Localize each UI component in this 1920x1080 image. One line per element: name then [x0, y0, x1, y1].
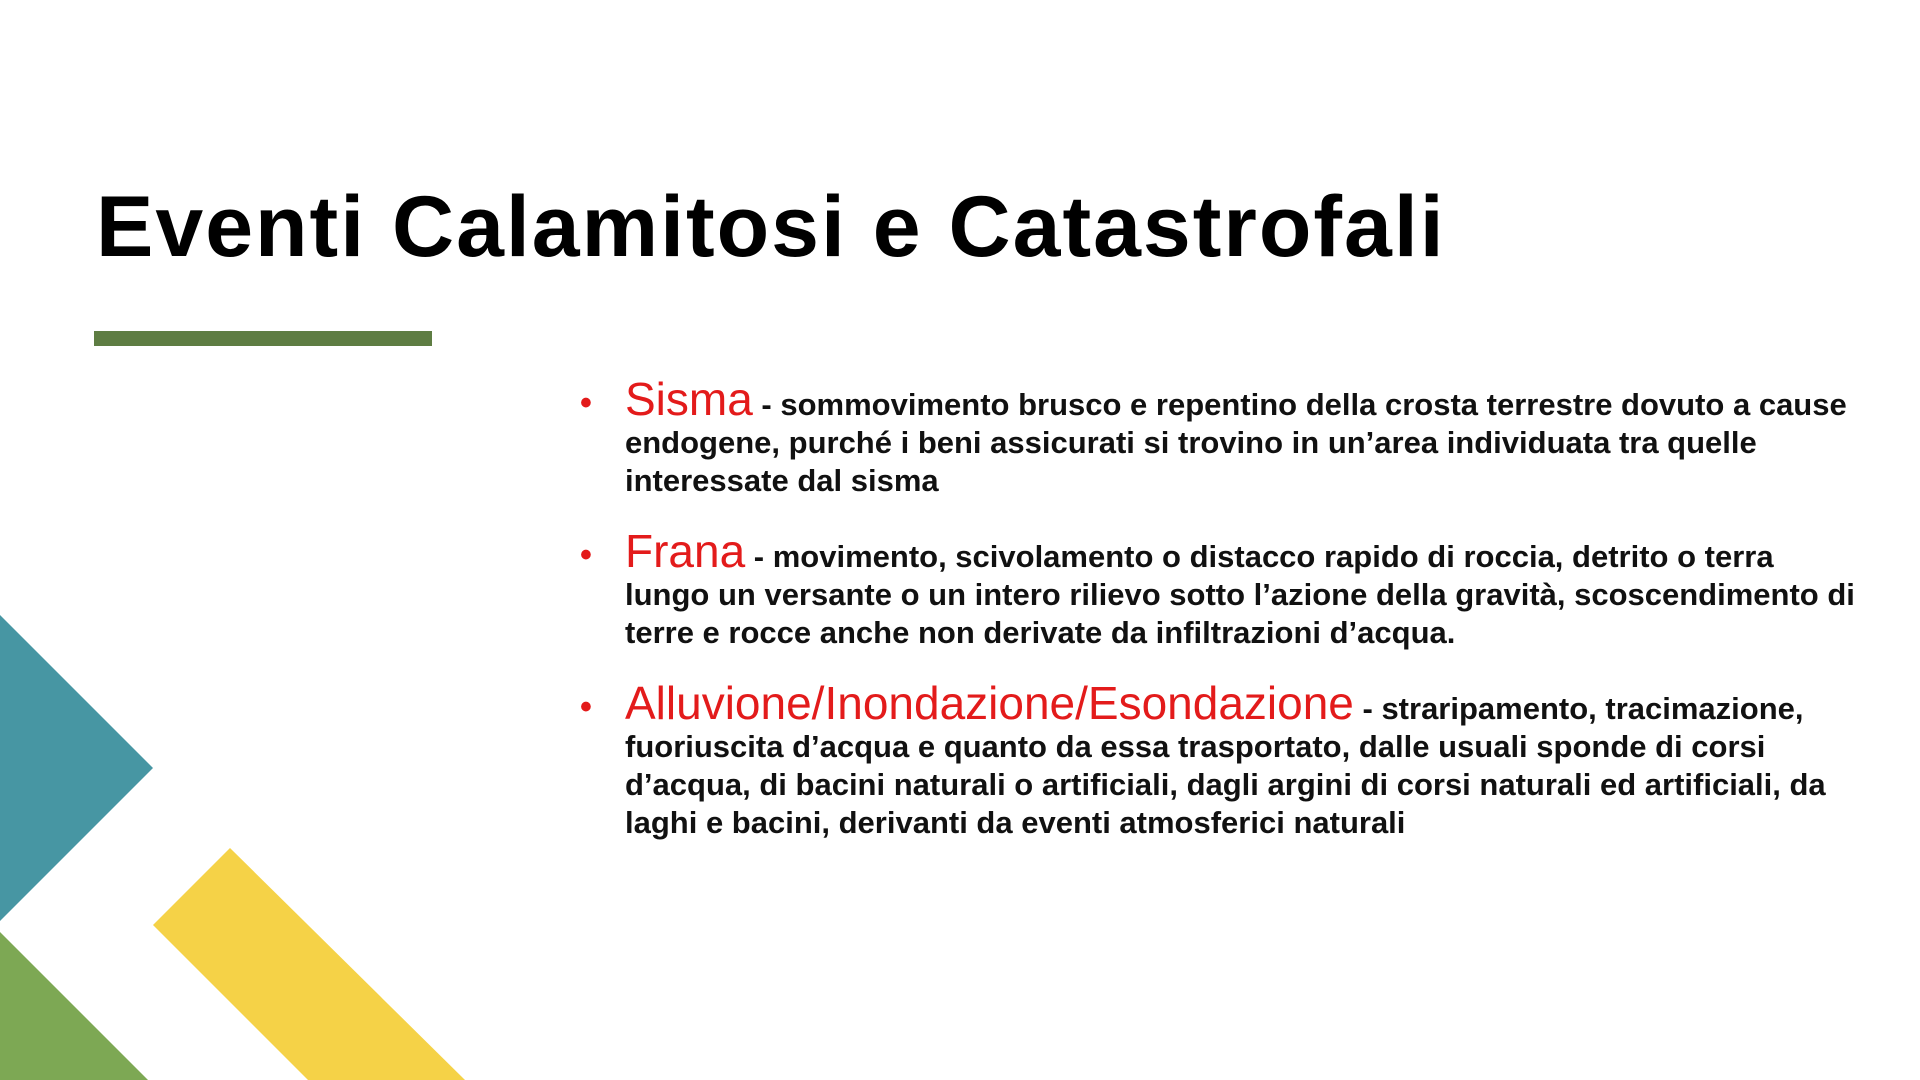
green-triangle-shape	[0, 932, 148, 1080]
bullet-term: Frana	[625, 525, 746, 577]
bullet-marker-icon: •	[580, 536, 592, 574]
bullet-term: Alluvione/Inondazione/Esondazione	[625, 677, 1354, 729]
slide-title: Eventi Calamitosi e Catastrofali	[96, 179, 1446, 275]
bullet-item-sisma	[575, 373, 1855, 500]
teal-triangle-shape	[0, 615, 153, 921]
bullet-marker-icon: •	[580, 688, 592, 726]
bullet-item-alluvione	[575, 677, 1855, 842]
bullet-description: - straripamento, tracimazione, fuoriuscita d’acqua e quanto da essa trasportato, dalle usuali sponde di corsi d’acqua, di bacini naturali o artificiali, dagli argini di corsi naturali ed artificiali, da laghi e bacini, derivanti da eventi atmosferici naturali	[625, 691, 1826, 840]
bullet-list	[575, 373, 1855, 874]
title-underline	[94, 331, 432, 346]
bullet-marker-icon: •	[580, 384, 592, 422]
bullet-item-frana	[575, 525, 1855, 652]
bullet-description: - sommovimento brusco e repentino della crosta terrestre dovuto a cause endogene, purché i beni assicurati si trovino in un’area individuata tra quelle interessate dal sisma	[625, 387, 1847, 498]
yellow-stripe-shape	[153, 848, 465, 1080]
bullet-description: - movimento, scivolamento o distacco rapido di roccia, detrito o terra lungo un versante o un intero rilievo sotto l’azione della gravità, scoscendimento di terre e rocce anche non derivate da infiltrazioni d’acqua.	[625, 539, 1855, 650]
bullet-term: Sisma	[625, 373, 753, 425]
